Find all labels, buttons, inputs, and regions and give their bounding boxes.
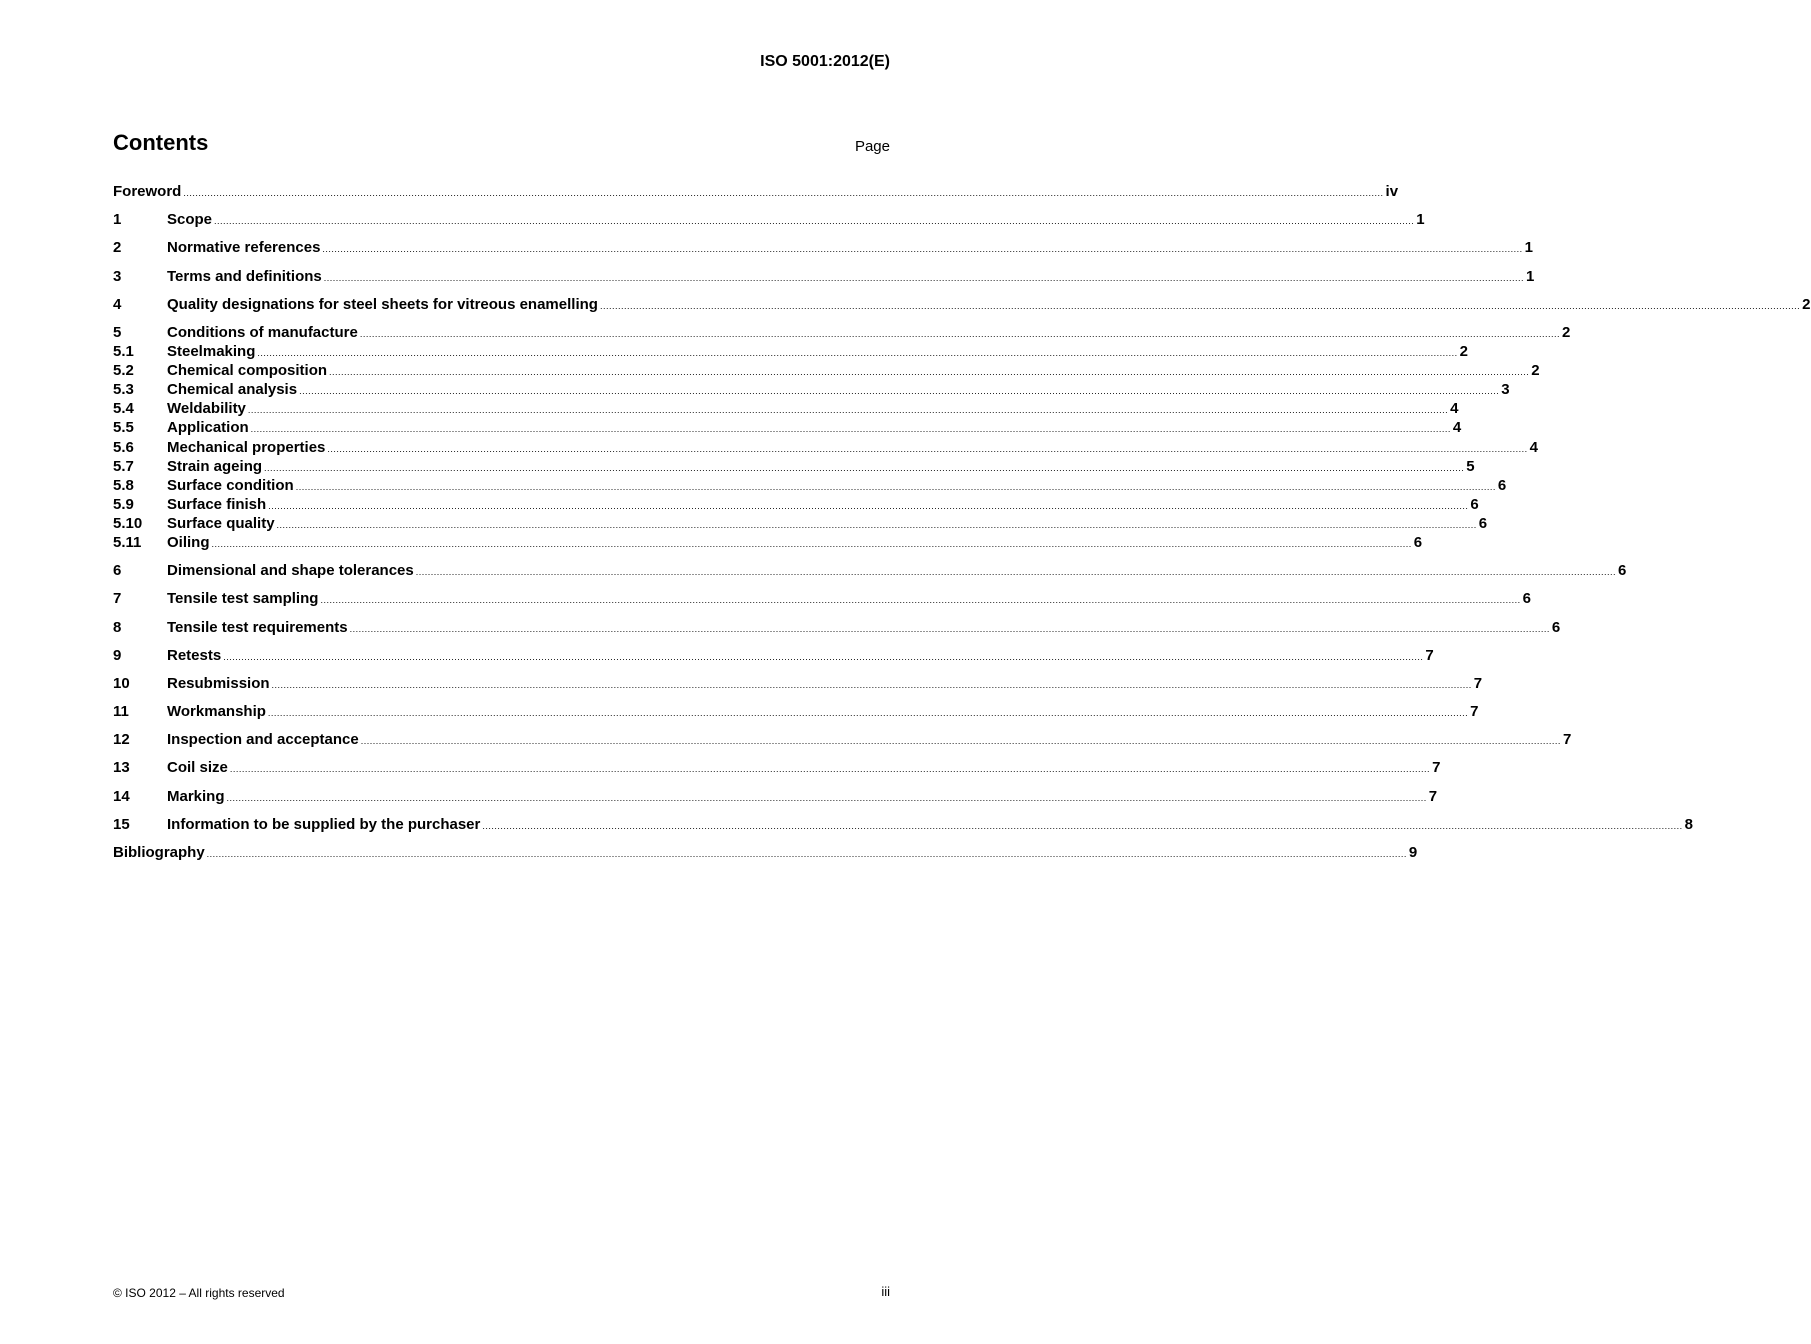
toc-entry-page: 6 — [1413, 533, 1423, 551]
toc-entry[interactable] — [113, 438, 1538, 457]
toc-entry-number: 5.3 — [113, 381, 134, 399]
toc-entry-title: Conditions of manufacture — [167, 323, 358, 341]
toc-entry-title: Information to be supplied by the purchaser — [167, 815, 481, 833]
dot-leader: ................................................................................................................................................................................................................................................................................................................................................................................................................ — [267, 708, 1469, 719]
toc-entry-title: Bibliography — [113, 844, 205, 862]
dot-leader: ................................................................................................................................................................................................................................................................................................................................................................................................................ — [599, 300, 1801, 311]
dot-leader: ................................................................................................................................................................................................................................................................................................................................................................................................................ — [295, 481, 1496, 492]
toc-entry-title: Resubmission — [167, 674, 270, 692]
toc-entry-page: 4 — [1450, 400, 1459, 418]
dot-leader: ................................................................................................................................................................................................................................................................................................................................................................................................................ — [223, 651, 1424, 662]
toc-entry-title: Application — [167, 419, 249, 437]
toc-entry-title: Steelmaking — [167, 343, 256, 361]
toc-entry-number: 11 — [113, 703, 129, 721]
dot-leader: ................................................................................................................................................................................................................................................................................................................................................................................................................ — [268, 500, 1469, 511]
toc-entry-page: 6 — [1617, 562, 1627, 580]
dot-leader: ................................................................................................................................................................................................................................................................................................................................................................................................................ — [299, 386, 1500, 397]
toc-entry-title: Inspection and acceptance — [167, 731, 359, 749]
toc-entry-number: 5.6 — [113, 438, 134, 456]
toc-entry-title: Scope — [167, 211, 213, 229]
toc-entry[interactable] — [113, 843, 1418, 862]
toc-entry-number: 5.10 — [113, 514, 143, 532]
toc-entry-number: 12 — [113, 731, 130, 749]
dot-leader: ................................................................................................................................................................................................................................................................................................................................................................................................................ — [360, 736, 1561, 747]
toc-entry-page: 9 — [1408, 844, 1418, 862]
toc-entry[interactable] — [113, 182, 1399, 201]
toc-entry-page: 2 — [1531, 362, 1540, 380]
dot-leader: ................................................................................................................................................................................................................................................................................................................................................................................................................ — [250, 424, 1451, 435]
page-number: iii — [881, 1284, 890, 1299]
toc-entry-title: Surface condition — [167, 476, 294, 494]
dot-leader: ................................................................................................................................................................................................................................................................................................................................................................................................................ — [359, 328, 1561, 339]
dot-leader: ................................................................................................................................................................................................................................................................................................................................................................................................................ — [415, 567, 1616, 578]
toc-entry-number: 5.1 — [113, 343, 134, 361]
toc-entry-title: Quality designations for steel sheets for vitreous enamelling — [167, 295, 598, 313]
toc-entry[interactable] — [113, 730, 1572, 749]
contents-heading: Contents — [113, 130, 209, 155]
dot-leader: ................................................................................................................................................................................................................................................................................................................................................................................................................ — [214, 216, 1415, 227]
toc-entry-number: 5.2 — [113, 362, 134, 380]
toc-entry-title: Normative references — [167, 239, 321, 257]
toc-entry-title: Terms and definitions — [167, 267, 322, 285]
toc-entry[interactable] — [113, 561, 1627, 580]
toc-entry-number: 5.7 — [113, 457, 134, 475]
toc-entry-title: Oiling — [167, 533, 210, 551]
dot-leader: ................................................................................................................................................................................................................................................................................................................................................................................................................ — [320, 595, 1521, 606]
dot-leader: ................................................................................................................................................................................................................................................................................................................................................................................................................ — [226, 792, 1427, 803]
toc-entry[interactable] — [113, 533, 1423, 552]
dot-leader: ................................................................................................................................................................................................................................................................................................................................................................................................................ — [276, 519, 1477, 530]
toc-entry[interactable] — [113, 476, 1507, 495]
toc-entry-number: 5.11 — [113, 533, 142, 551]
toc-entry[interactable] — [113, 646, 1434, 665]
toc-entry-page: 4 — [1529, 438, 1538, 456]
toc-entry[interactable] — [113, 514, 1488, 533]
toc-entry-title: Workmanship — [167, 703, 266, 721]
toc-entry-title: Chemical composition — [167, 362, 328, 380]
toc-entry-number: 7 — [113, 590, 122, 608]
toc-entry[interactable] — [113, 238, 1533, 257]
copyright-notice: © ISO 2012 – All rights reserved — [113, 1286, 285, 1300]
toc-entry[interactable] — [113, 618, 1561, 637]
toc-entry-number: 8 — [113, 618, 122, 636]
toc-entry-number: 5 — [113, 323, 122, 341]
toc-entry[interactable] — [113, 323, 1571, 342]
toc-entry-page: 6 — [1551, 618, 1561, 636]
toc-entry-page: 6 — [1470, 495, 1479, 513]
toc-entry-title: Chemical analysis — [167, 381, 298, 399]
toc-entry-number: 15 — [113, 815, 130, 833]
toc-entry[interactable] — [113, 787, 1438, 806]
toc-entry-page: 2 — [1802, 295, 1811, 313]
table-of-contents — [113, 182, 1811, 862]
toc-entry-number: 6 — [113, 562, 122, 580]
toc-entry-title: Retests — [167, 646, 222, 664]
toc-entry-number: 3 — [113, 267, 122, 285]
dot-leader: ................................................................................................................................................................................................................................................................................................................................................................................................................ — [229, 764, 1431, 775]
dot-leader: ................................................................................................................................................................................................................................................................................................................................................................................................................ — [327, 443, 1528, 454]
toc-entry-title: Mechanical properties — [167, 438, 326, 456]
toc-entry[interactable] — [113, 295, 1811, 314]
toc-entry-page: 7 — [1432, 759, 1441, 777]
toc-entry-page: 5 — [1466, 457, 1475, 475]
dot-leader: ................................................................................................................................................................................................................................................................................................................................................................................................................ — [264, 462, 1465, 473]
dot-leader: ................................................................................................................................................................................................................................................................................................................................................................................................................ — [247, 405, 1449, 416]
toc-entry-title: Surface quality — [167, 514, 275, 532]
toc-entry-page: 7 — [1470, 703, 1479, 721]
toc-entry-page: 7 — [1473, 674, 1483, 692]
dot-leader: ................................................................................................................................................................................................................................................................................................................................................................................................................ — [322, 244, 1523, 255]
toc-entry-number: 10 — [113, 674, 130, 692]
dot-leader: ................................................................................................................................................................................................................................................................................................................................................................................................................ — [323, 272, 1524, 283]
toc-entry-page: 6 — [1522, 590, 1531, 608]
toc-entry[interactable] — [113, 267, 1535, 286]
toc-entry-title: Marking — [167, 787, 225, 805]
toc-entry-title: Weldability — [167, 400, 246, 418]
toc-entry-page: 3 — [1501, 381, 1510, 399]
toc-entry-page: 7 — [1562, 731, 1572, 749]
toc-entry[interactable] — [113, 815, 1693, 834]
toc-entry-number: 14 — [113, 787, 130, 805]
toc-entry-title: Dimensional and shape tolerances — [167, 562, 414, 580]
toc-entry-number: 5.9 — [113, 495, 134, 513]
toc-entry-page: 8 — [1684, 815, 1693, 833]
toc-entry-page: 1 — [1416, 211, 1425, 229]
toc-entry[interactable] — [113, 589, 1531, 608]
toc-entry[interactable] — [113, 495, 1479, 514]
dot-leader: ................................................................................................................................................................................................................................................................................................................................................................................................................ — [349, 623, 1550, 634]
toc-entry-number: 1 — [113, 211, 122, 229]
toc-entry-page: 6 — [1478, 514, 1488, 532]
toc-entry-number: 5.8 — [113, 476, 134, 494]
toc-entry-page: 2 — [1562, 323, 1571, 341]
toc-entry-title: Foreword — [113, 183, 182, 200]
toc-entry[interactable] — [113, 342, 1468, 361]
toc-entry[interactable] — [113, 674, 1483, 693]
toc-entry-number: 9 — [113, 646, 122, 664]
toc-entry-page: 1 — [1525, 267, 1535, 285]
toc-entry-page: 4 — [1452, 419, 1462, 437]
dot-leader: ................................................................................................................................................................................................................................................................................................................................................................................................................ — [206, 849, 1407, 860]
dot-leader: ................................................................................................................................................................................................................................................................................................................................................................................................................ — [257, 348, 1458, 359]
toc-entry-title: Tensile test sampling — [167, 590, 319, 608]
dot-leader: ................................................................................................................................................................................................................................................................................................................................................................................................................ — [211, 538, 1412, 549]
toc-entry-page: 6 — [1497, 476, 1507, 494]
toc-entry-number: 13 — [113, 759, 130, 777]
toc-entry-number: 4 — [113, 295, 122, 313]
toc-entry[interactable] — [113, 702, 1479, 721]
dot-leader: ................................................................................................................................................................................................................................................................................................................................................................................................................ — [329, 367, 1530, 378]
toc-entry[interactable] — [113, 418, 1462, 437]
toc-entry[interactable] — [113, 399, 1459, 418]
toc-entry-number: 5.4 — [113, 400, 134, 418]
toc-entry-title: Tensile test requirements — [167, 618, 348, 636]
document-id: ISO 5001:2012(E) — [760, 53, 890, 70]
toc-entry-page: 7 — [1425, 646, 1434, 664]
toc-entry[interactable] — [113, 380, 1510, 399]
toc-entry-number: 2 — [113, 239, 122, 257]
toc-entry[interactable] — [113, 361, 1540, 380]
toc-entry-number: 5.5 — [113, 419, 134, 437]
toc-entry-page: 7 — [1428, 787, 1438, 805]
toc-entry-title: Surface finish — [167, 495, 267, 513]
toc-entry-title: Coil size — [167, 759, 228, 777]
toc-entry[interactable] — [113, 210, 1425, 229]
toc-entry-page: 2 — [1459, 343, 1468, 361]
toc-entry[interactable] — [113, 758, 1441, 777]
page-column-label: Page — [854, 138, 890, 155]
toc-entry-page: 1 — [1524, 239, 1533, 257]
toc-entry-title: Strain ageing — [167, 457, 263, 475]
dot-leader: ................................................................................................................................................................................................................................................................................................................................................................................................................ — [183, 188, 1384, 198]
dot-leader: ................................................................................................................................................................................................................................................................................................................................................................................................................ — [271, 679, 1472, 690]
dot-leader: ................................................................................................................................................................................................................................................................................................................................................................................................................ — [482, 820, 1683, 831]
toc-entry[interactable] — [113, 457, 1475, 476]
toc-entry-page: iv — [1385, 183, 1399, 200]
